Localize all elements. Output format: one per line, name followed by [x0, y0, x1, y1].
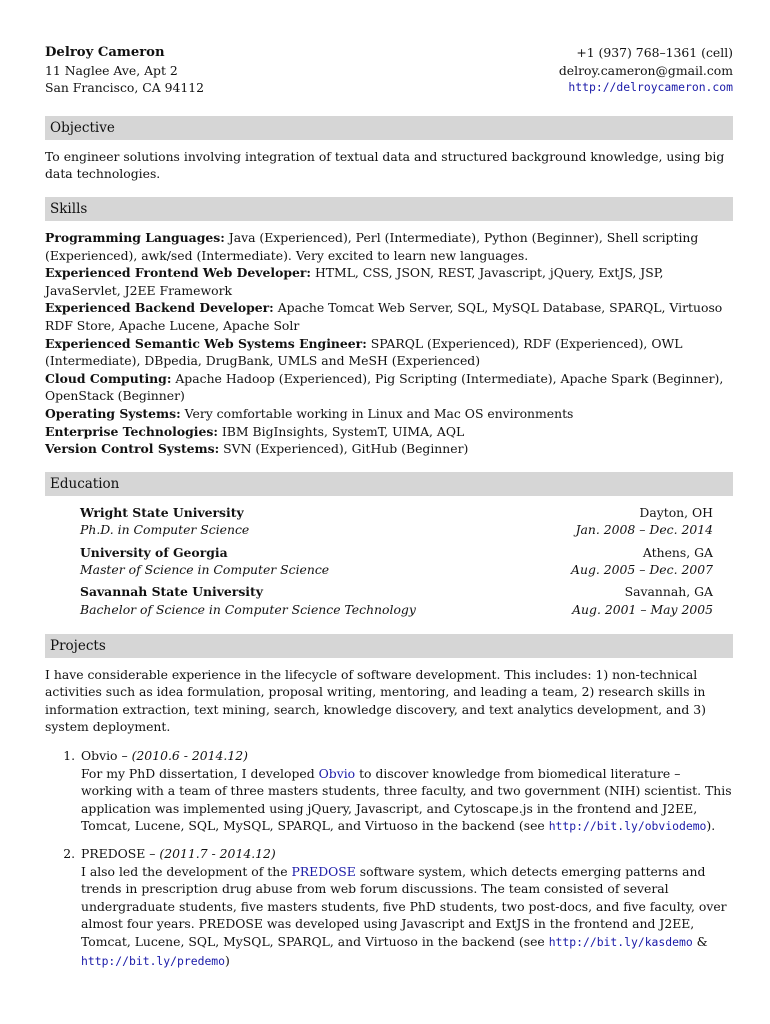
skill-row: Experienced Frontend Web Developer: HTML, CSS, JSON, REST, Javascript, jQuery, ExtJS, JSP, JavaServlet, J2EE Framework [45, 265, 664, 298]
demo-url-link[interactable]: http://bit.ly/obviodemo [548, 819, 707, 834]
project-dates: (2010.6 - 2014.12) [131, 748, 248, 763]
projects-heading: Projects [45, 634, 733, 658]
objective-text: To engineer solutions involving integration of textual data and structured background knowledge, using big data technologies. [45, 148, 725, 182]
degree-dates: Aug. 2001 – May 2005 [572, 602, 713, 618]
degree: Ph.D. in Computer Science [80, 522, 250, 538]
contact-right [559, 44, 733, 97]
email-address[interactable]: delroy.cameron@gmail.com [558, 62, 733, 78]
resume-header [45, 44, 733, 97]
education-entry [80, 544, 713, 579]
projects-intro: I have considerable experience in the lifecycle of software development. This includes: 1) non-technical activities such as idea formulation, proposal writing, mentoring, and leading a team, 2) research skills in information extraction, text mining, search, knowledge discovery, and text analytics development, and 3) system deployment. [45, 666, 706, 735]
skills-heading: Skills [45, 197, 733, 221]
contact-left [45, 44, 204, 97]
degree-dates: Aug. 2005 – Dec. 2007 [571, 562, 713, 578]
project-description: For my PhD dissertation, I developed Obvio to discover knowledge from biomedical literature – working with a team of three masters students, three faculty, and two government (NIH) scientist. This application was implemented using jQuery, Javascript, and Cytoscape.js in the frontend and J2EE, Tomcat, Lucene, SQL, MySQL, SPARQL, and Virtuoso in the backend (see http://bit.ly/obviodemo). [81, 765, 732, 834]
education-list [80, 504, 713, 619]
project-name: PREDOSE [81, 845, 146, 861]
phone-number: +1 (937) 768–1361 (cell) [576, 45, 733, 60]
website-link[interactable]: http://delroycameron.com [568, 80, 733, 95]
skills-list [45, 229, 733, 458]
skill-row: Version Control Systems: SVN (Experienced), GitHub (Beginner) [45, 441, 469, 457]
project-description: I also led the development of the PREDOSE software system, which detects emerging patterns and trends in prescription drug abuse from web forum discussions. The team consisted of several undergraduate students, five masters students, five PhD students, two post-docs, and five faculty, over almost four years. PREDOSE was developed using Javascript and ExtJS in the frontend and J2EE, Tomcat, Lucene, SQL, MySQL, SPARQL, and Virtuoso in the backend (see http://bit.ly/kasdemo & http://bit.ly/predemo) [81, 863, 727, 968]
demo-url-link[interactable]: http://bit.ly/kasdemo [548, 934, 693, 949]
candidate-name: Delroy Cameron [45, 45, 165, 60]
degree-dates: Jan. 2008 – Dec. 2014 [575, 522, 713, 538]
school-name: University of Georgia [80, 544, 228, 560]
skill-row: Enterprise Technologies: IBM BigInsights, SystemT, UIMA, AQL [45, 423, 465, 439]
skill-row: Experienced Backend Developer: Apache Tomcat Web Server, SQL, MySQL Database, SPARQL, Virtuoso RDF Store, Apache Lucene, Apache Solr [45, 300, 723, 333]
project-dates: (2011.7 - 2014.12) [159, 845, 276, 861]
resume-page [45, 44, 733, 979]
skill-row: Programming Languages: Java (Experienced), Perl (Intermediate), Python (Beginner), Shell scripting (Experienced), awk/sed (Intermediate). Very excited to learn new languages. [45, 229, 699, 263]
school-location: Savannah, GA [624, 584, 713, 600]
project-name: Obvio [81, 748, 118, 763]
skill-row: Cloud Computing: Apache Hadoop (Experienced), Pig Scripting (Intermediate), Apache Spark (Beginner), OpenStack (Beginner) [45, 370, 724, 404]
project-item: 1. Obvio – (2010.6 - 2014.12) For my PhD dissertation, I developed Obvio to discover knowledge from biomedical literature – working with a team of three masters students, three faculty, and two government (NIH) scientist. This application was implemented using jQuery, Javascript, and Cytoscape.js in the frontend and J2EE, Tomcat, Lucene, SQL, MySQL, SPARQL, and Virtuoso in the backend (see http://bit.ly/obviodemo). [79, 747, 733, 836]
project-link[interactable]: Obvio [318, 765, 356, 781]
skill-row: Experienced Semantic Web Systems Engineer: SPARQL (Experienced), RDF (Experienced), OWL (Intermediate), DBpedia, DrugBank, UMLS and MeSH (Experienced) [45, 335, 683, 369]
demo-url-link[interactable]: http://bit.ly/predemo [81, 953, 226, 968]
degree: Master of Science in Computer Science [80, 562, 330, 578]
project-item: 2. PREDOSE – (2011.7 - 2014.12) I also led the development of the PREDOSE software system, which detects emerging patterns and trends in prescription drug abuse from web forum discussions. The team consisted of several undergraduate students, five masters students, five PhD students, two post-docs, and five faculty, over almost four years. PREDOSE was developed using Javascript and ExtJS in the frontend and J2EE, Tomcat, Lucene, SQL, MySQL, SPARQL, and Virtuoso in the backend (see http://bit.ly/kasdemo & http://bit.ly/predemo) [79, 845, 733, 970]
school-name: Wright State University [80, 504, 244, 520]
education-heading: Education [45, 472, 733, 496]
degree: Bachelor of Science in Computer Science Technology [80, 602, 416, 618]
school-location: Dayton, OH [639, 504, 713, 520]
project-link[interactable]: PREDOSE [291, 863, 356, 879]
address-line-1: 11 Naglee Ave, Apt 2 [45, 62, 178, 78]
school-location: Athens, GA [642, 544, 713, 560]
objective-heading: Objective [45, 116, 733, 140]
skill-row: Operating Systems: Very comfortable working in Linux and Mac OS environments [45, 405, 574, 421]
address-line-2: San Francisco, CA 94112 [45, 80, 205, 96]
education-entry [80, 504, 713, 539]
school-name: Savannah State University [80, 584, 263, 600]
project-list [45, 747, 733, 970]
education-entry [80, 583, 713, 618]
